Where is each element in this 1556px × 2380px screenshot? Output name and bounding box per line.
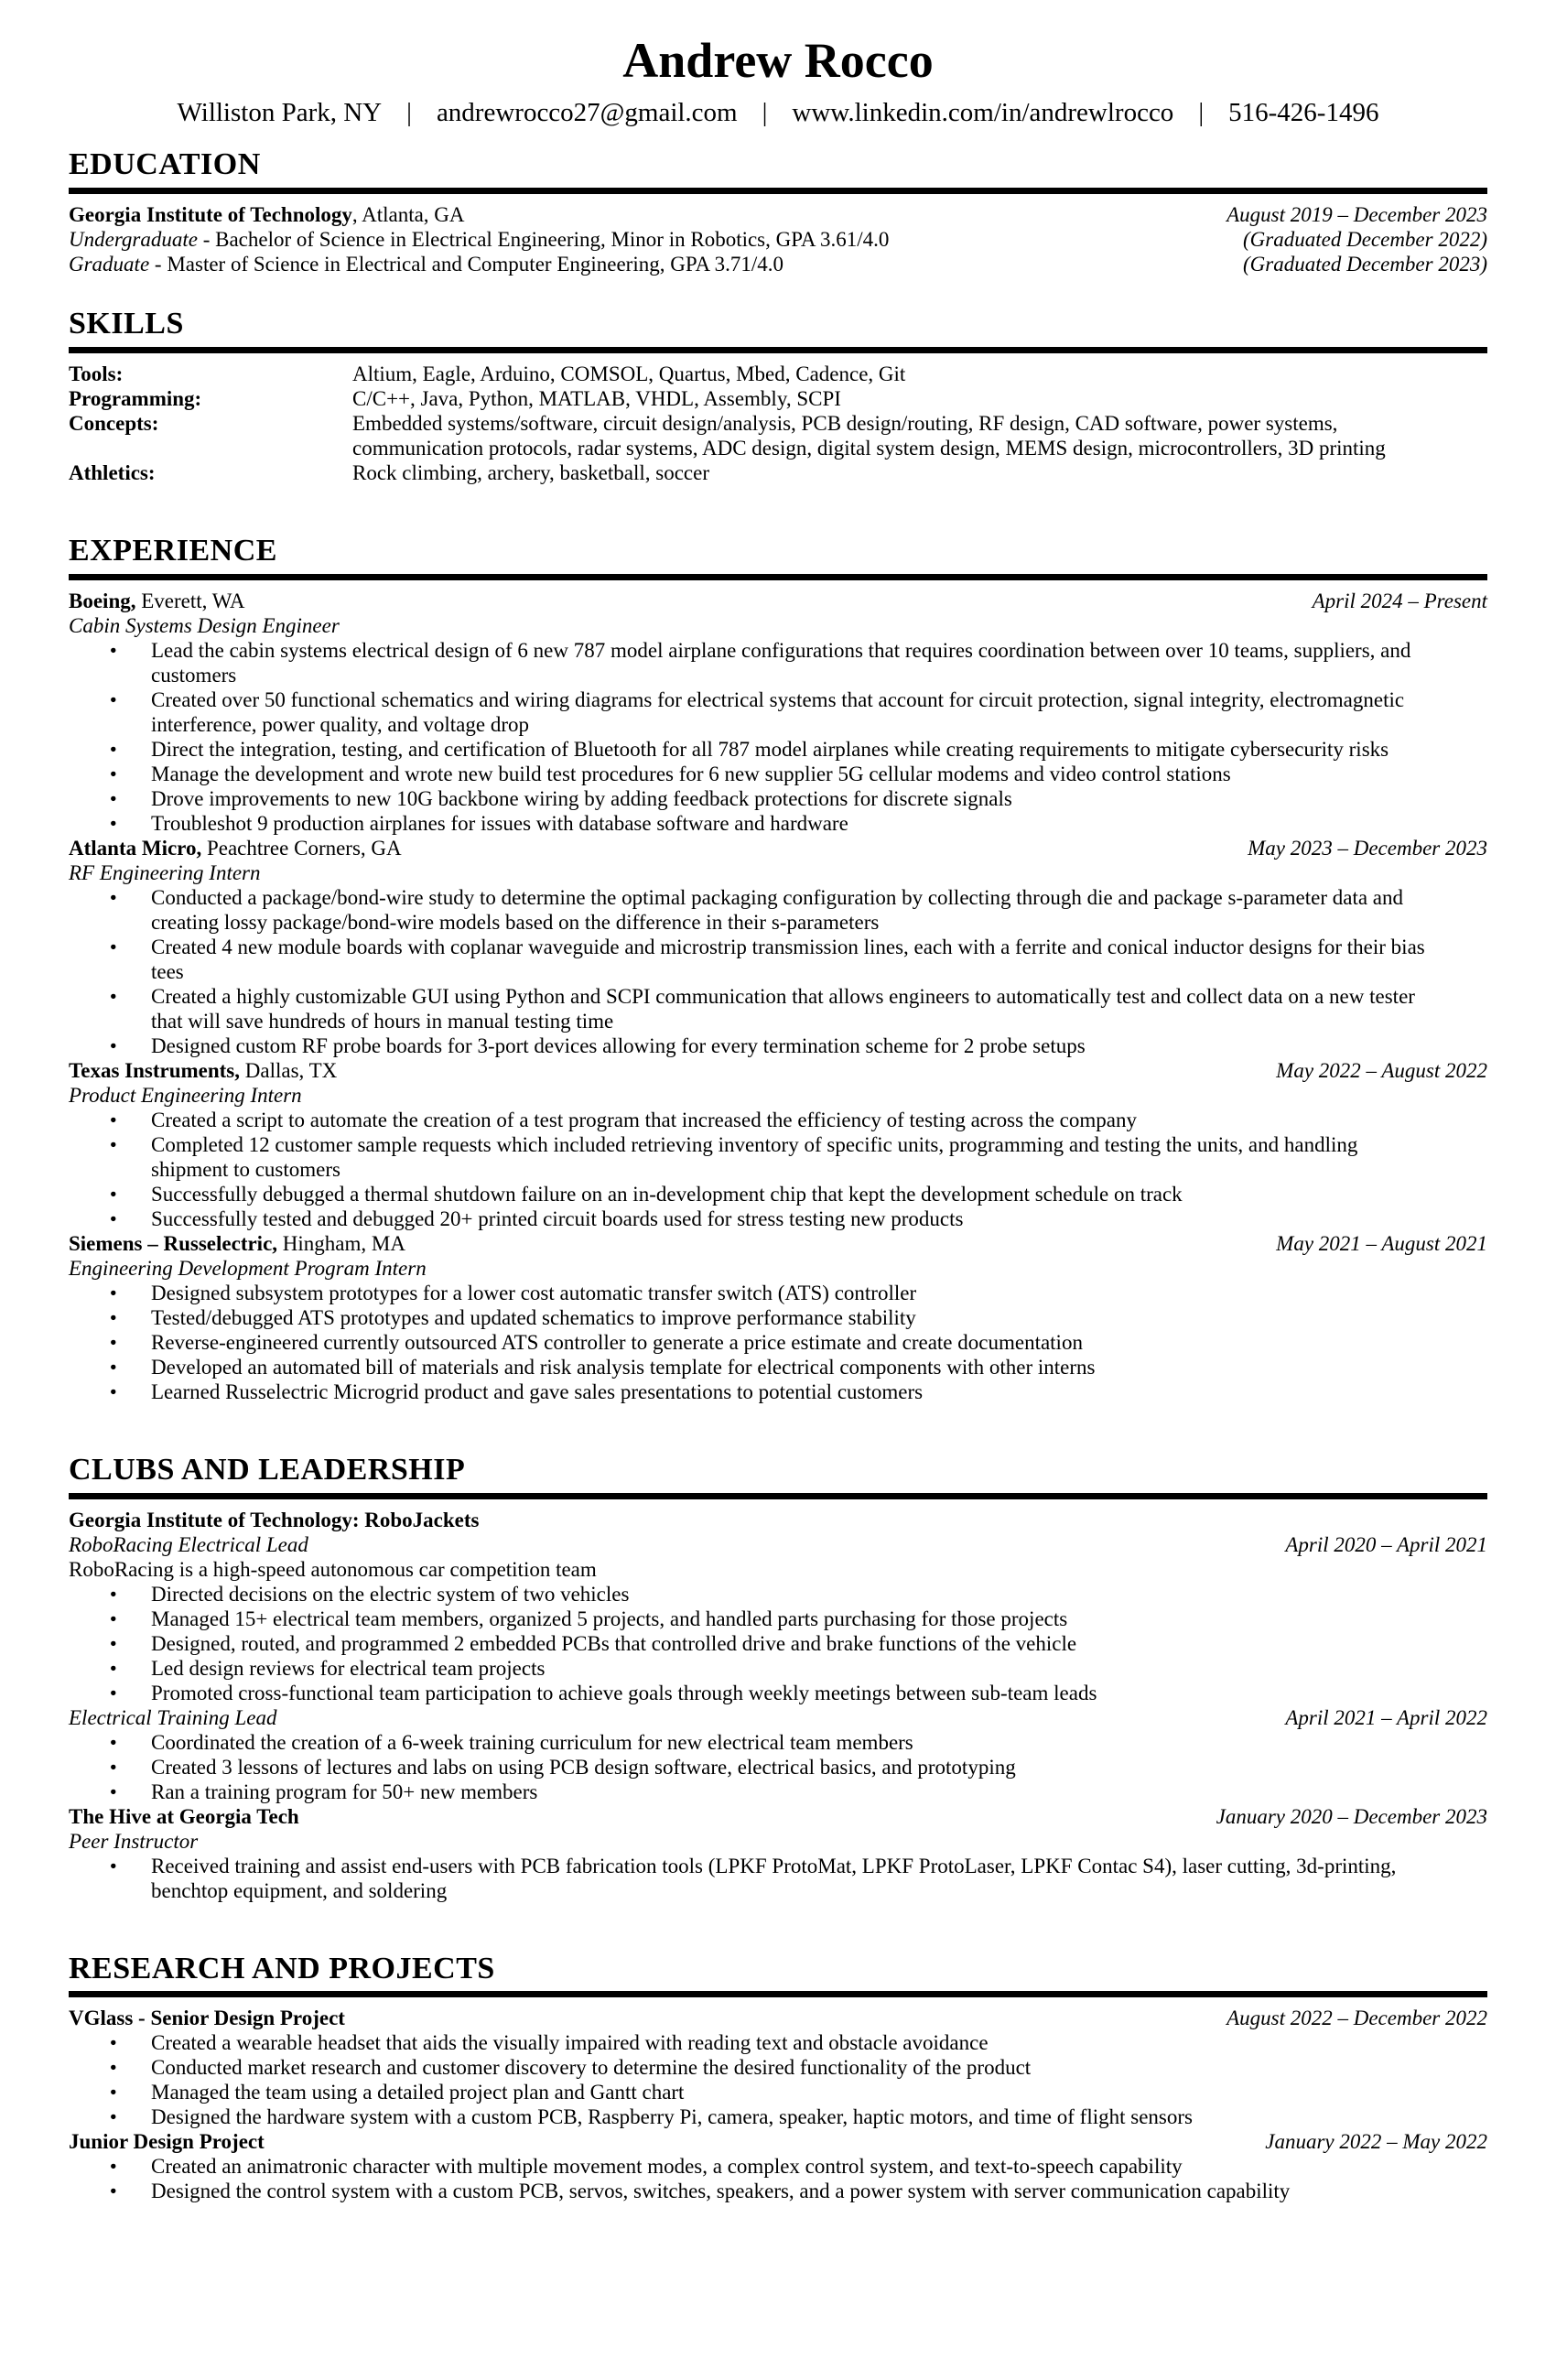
job-dates: May 2022 – August 2022 <box>1276 1058 1487 1082</box>
company-location: Dallas, TX <box>240 1058 338 1082</box>
project-dates: August 2022 – December 2022 <box>1226 2007 1487 2030</box>
section-education <box>69 146 1487 276</box>
degree-detail: - Bachelor of Science in Electrical Engineering, Minor in Robotics, GPA 3.61/4.0 <box>197 228 890 252</box>
job-role: Product Engineering Intern <box>69 1083 302 1107</box>
job-dates: April 2024 – Present <box>1312 589 1487 612</box>
company-name: Texas Instruments, <box>69 1058 241 1082</box>
bullet-item: ● Troubleshot 9 production airplanes for issues with database software and hardware <box>151 811 1432 836</box>
club-role-row <box>69 1532 1487 1557</box>
skill-label: Tools: <box>69 362 124 385</box>
bullet-item: ● Created a highly customizable GUI using Python and SCPI communication that allows engineers to automatically test and collect data on a new tester that will save hundreds of hours in manual testing time <box>151 984 1432 1033</box>
contact-email: andrewrocco27@gmail.com <box>436 97 738 127</box>
company-name: Atlanta Micro, <box>69 836 202 860</box>
skill-row <box>69 460 1487 485</box>
section-clubs <box>69 1452 1487 1903</box>
bullet-item: ● Created a wearable headset that aids the visually impaired with reading text and obstacle avoidance <box>151 2030 1432 2055</box>
company-location: Everett, WA <box>135 589 245 612</box>
bullet-item: ● Designed, routed, and programmed 2 embedded PCBs that controlled drive and brake functions of the vehicle <box>151 1631 1432 1656</box>
company-location: Peachtree Corners, GA <box>201 836 402 860</box>
project-entry <box>69 2129 1487 2203</box>
page-title: Andrew Rocco <box>622 33 934 88</box>
bullet-item: ● Learned Russelectric Microgrid product and gave sales presentations to potential customers <box>151 1379 1432 1404</box>
bullet-list <box>69 1730 1487 1804</box>
job-entry <box>69 836 1487 1058</box>
school-location: , Atlanta, GA <box>351 203 465 227</box>
section-rule <box>69 1991 1487 1997</box>
skill-value: Embedded systems/software, circuit design/analysis, PCB design/routing, RF design, CAD software, power systems, communication protocols, radar systems, ADC design, digital system design, MEMS design, microcontrollers, 3D printing <box>352 411 1386 460</box>
club-role-row <box>69 1705 1487 1730</box>
section-heading-skills: SKILLS <box>69 307 184 341</box>
bullet-item: ● Conducted a package/bond-wire study to determine the optimal packaging configuration by collecting through die and package s-parameter data and creating lossy package/bond-wire models based on the difference in their s-parameters <box>151 885 1432 935</box>
club-role-dates: April 2020 – April 2021 <box>1285 1532 1487 1556</box>
school-name: Georgia Institute of Technology <box>69 203 352 227</box>
bullet-item: ● Developed an automated bill of materials and risk analysis template for electrical components with other interns <box>151 1355 1432 1379</box>
club-org-name: The Hive at Georgia Tech <box>69 1804 299 1828</box>
bullet-item: ● Lead the cabin systems electrical design of 6 new 787 model airplane configurations that requires coordination between over 10 teams, suppliers, and customers <box>151 638 1432 687</box>
job-header <box>69 836 1487 860</box>
project-dates: January 2022 – May 2022 <box>1265 2130 1487 2154</box>
contact-linkedin: www.linkedin.com/in/andrewlrocco <box>792 97 1174 127</box>
bullet-item: ● Coordinated the creation of a 6-week training curriculum for new electrical team members <box>151 1730 1432 1755</box>
club-entry <box>69 1508 1487 1804</box>
job-role: Engineering Development Program Intern <box>69 1256 427 1280</box>
bullet-list <box>69 1582 1487 1705</box>
bullet-item: ● Drove improvements to new 10G backbone wiring by adding feedback protections for discrete signals <box>151 786 1432 811</box>
club-org-row <box>69 1508 1487 1532</box>
job-header <box>69 1058 1487 1083</box>
bullet-item: ● Direct the integration, testing, and certification of Bluetooth for all 787 model airplanes while creating requirements to mitigate cybersecurity risks <box>151 737 1432 762</box>
bullet-item: ● Successfully debugged a thermal shutdown failure on an in-development chip that kept the development schedule on track <box>151 1182 1432 1206</box>
section-heading-projects: RESEARCH AND PROJECTS <box>69 1951 495 1985</box>
section-experience <box>69 533 1487 1404</box>
club-dates: January 2020 – December 2023 <box>1216 1804 1487 1828</box>
bullet-item: ● Created 3 lessons of lectures and labs on using PCB design software, electrical basics, and prototyping <box>151 1755 1432 1780</box>
section-rule <box>69 188 1487 194</box>
section-projects <box>69 1951 1487 2204</box>
skill-label: Programming: <box>69 386 202 410</box>
bullet-item: ● Created an animatronic character with multiple movement modes, a complex control system, and text-to-speech capability <box>151 2154 1432 2179</box>
education-dates: August 2019 – December 2023 <box>1226 203 1487 227</box>
bullet-item: ● Tested/debugged ATS prototypes and updated schematics to improve performance stability <box>151 1305 1432 1330</box>
skill-label: Athletics: <box>69 460 156 484</box>
bullet-list <box>69 1281 1487 1404</box>
bullet-list <box>69 1854 1487 1903</box>
club-description: RoboRacing is a high-speed autonomous car competition team <box>69 1557 597 1581</box>
skill-value: C/C++, Java, Python, MATLAB, VHDL, Assembly, SCPI <box>352 386 841 410</box>
project-name: Junior Design Project <box>69 2130 265 2154</box>
project-name: VGlass - Senior Design Project <box>69 2007 345 2030</box>
resume-header <box>69 35 1487 130</box>
club-role-dates: April 2021 – April 2022 <box>1285 1705 1487 1729</box>
bullet-item: ● Created over 50 functional schematics and wiring diagrams for electrical systems that account for circuit protection, signal integrity, electromagnetic interference, power quality, and voltage drop <box>151 687 1432 737</box>
section-heading-clubs: CLUBS AND LEADERSHIP <box>69 1452 466 1487</box>
bullet-item: ● Reverse-engineered currently outsourced ATS controller to generate a price estimate and create documentation <box>151 1330 1432 1355</box>
bullet-item: ● Managed 15+ electrical team members, organized 5 projects, and handled parts purchasing for those projects <box>151 1606 1432 1631</box>
club-org-row <box>69 1804 1487 1829</box>
section-heading-experience: EXPERIENCE <box>69 533 277 568</box>
job-role: Cabin Systems Design Engineer <box>69 613 340 637</box>
skill-row <box>69 362 1487 386</box>
section-rule <box>69 347 1487 353</box>
separator-bar: | <box>406 97 412 127</box>
bullet-item: ● Designed the control system with a custom PCB, servos, switches, speakers, and a power system with server communication capability <box>151 2179 1432 2203</box>
company-name: Siemens – Russelectric, <box>69 1231 278 1255</box>
club-role-title: Peer Instructor <box>69 1829 199 1853</box>
education-degree-row <box>69 227 1487 252</box>
bullet-item: ● Successfully tested and debugged 20+ printed circuit boards used for stress testing new products <box>151 1206 1432 1231</box>
degree-detail: - Master of Science in Electrical and Computer Engineering, GPA 3.71/4.0 <box>149 253 783 276</box>
club-role-title: Electrical Training Lead <box>69 1705 277 1729</box>
bullet-item: ● Directed decisions on the electric system of two vehicles <box>151 1582 1432 1606</box>
education-school-row <box>69 202 1487 227</box>
bullet-item: ● Managed the team using a detailed project plan and Gantt chart <box>151 2080 1432 2104</box>
bullet-item: ● Completed 12 customer sample requests which included retrieving inventory of specific units, programming and testing the units, and handling shipment to customers <box>151 1132 1432 1182</box>
bullet-item: ● Promoted cross-functional team participation to achieve goals through weekly meetings between sub-team leads <box>151 1681 1432 1705</box>
separator-bar: | <box>762 97 768 127</box>
degree-level: Graduate <box>69 253 150 276</box>
project-header <box>69 2129 1487 2154</box>
project-header <box>69 2006 1487 2030</box>
skill-label: Concepts: <box>69 411 159 435</box>
bullet-item: ● Led design reviews for electrical team projects <box>151 1656 1432 1681</box>
skill-row <box>69 411 1487 460</box>
degree-note: (Graduated December 2022) <box>1243 228 1487 252</box>
bullet-item: ● Manage the development and wrote new build test procedures for 6 new supplier 5G cellular modems and video control stations <box>151 762 1432 786</box>
bullet-item: ● Created 4 new module boards with coplanar waveguide and microstrip transmission lines, each with a ferrite and conical inductor designs for their bias tees <box>151 935 1432 984</box>
skill-value: Rock climbing, archery, basketball, soccer <box>352 460 710 484</box>
project-entry <box>69 2006 1487 2129</box>
job-dates: May 2023 – December 2023 <box>1248 836 1487 860</box>
skill-row <box>69 386 1487 411</box>
job-role: RF Engineering Intern <box>69 860 261 884</box>
job-entry <box>69 1231 1487 1404</box>
job-header <box>69 1231 1487 1256</box>
company-name: Boeing, <box>69 589 136 612</box>
bullet-item: ● Designed custom RF probe boards for 3-port devices allowing for every termination scheme for 2 probe setups <box>151 1033 1432 1058</box>
degree-level: Undergraduate <box>69 228 198 252</box>
bullet-item: ● Designed the hardware system with a custom PCB, Raspberry Pi, camera, speaker, haptic motors, and time of flight sensors <box>151 2104 1432 2129</box>
bullet-list <box>69 2154 1487 2203</box>
section-rule <box>69 1493 1487 1499</box>
job-entry <box>69 589 1487 836</box>
job-entry <box>69 1058 1487 1231</box>
bullet-list <box>69 885 1487 1058</box>
bullet-list <box>69 2030 1487 2129</box>
bullet-item: ● Received training and assist end-users with PCB fabrication tools (LPKF ProtoMat, LPKF ProtoLaser, LPKF Contac S4), laser cutting, 3d-printing, benchtop equipment, and soldering <box>151 1854 1432 1903</box>
contact-phone: 516-426-1496 <box>1228 97 1379 127</box>
bullet-item: ● Ran a training program for 50+ new members <box>151 1780 1432 1804</box>
job-dates: May 2021 – August 2021 <box>1276 1231 1487 1255</box>
section-skills <box>69 306 1487 485</box>
degree-note: (Graduated December 2023) <box>1243 253 1487 276</box>
section-rule <box>69 574 1487 580</box>
skill-value: Altium, Eagle, Arduino, COMSOL, Quartus, Mbed, Cadence, Git <box>352 362 906 385</box>
section-heading-education: EDUCATION <box>69 147 261 182</box>
bullet-list <box>69 1108 1487 1231</box>
job-header <box>69 589 1487 613</box>
bullet-item: ● Conducted market research and customer discovery to determine the desired functionality of the product <box>151 2055 1432 2080</box>
club-entry <box>69 1804 1487 1903</box>
education-degree-row <box>69 252 1487 276</box>
bullet-item: ● Created a script to automate the creation of a test program that increased the efficiency of testing across the company <box>151 1108 1432 1132</box>
club-org-name: Georgia Institute of Technology: RoboJackets <box>69 1508 480 1531</box>
bullet-item: ● Designed subsystem prototypes for a lower cost automatic transfer switch (ATS) controller <box>151 1281 1432 1305</box>
bullet-list <box>69 638 1487 836</box>
contact-line <box>69 96 1487 131</box>
company-location: Hingham, MA <box>277 1231 405 1255</box>
club-role-title: RoboRacing Electrical Lead <box>69 1532 308 1556</box>
contact-location: Williston Park, NY <box>177 97 383 127</box>
separator-bar: | <box>1198 97 1205 127</box>
